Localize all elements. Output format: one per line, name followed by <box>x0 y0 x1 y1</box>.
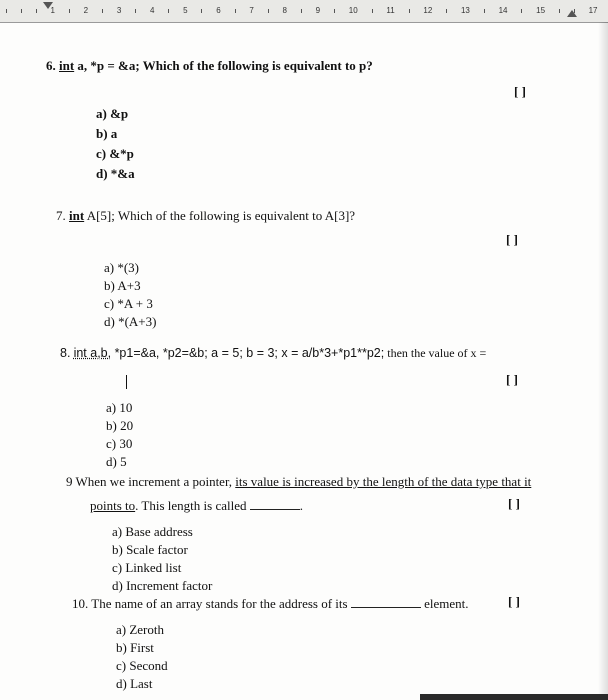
question-keyword: int <box>59 58 75 73</box>
question-text: *p1=&a, *p2=&b; a = 5; b = 3; x = a/b*3+*p1**p2; <box>111 346 385 360</box>
ruler <box>0 0 608 23</box>
option: b) 20 <box>106 418 134 433</box>
ruler-number: 14 <box>498 6 508 15</box>
answer-bracket[interactable]: [ ] <box>508 594 520 609</box>
question-8 <box>60 346 486 361</box>
text-cursor <box>126 375 127 389</box>
document-page <box>0 22 608 700</box>
ruler-number: 4 <box>149 6 155 15</box>
option: a) Zeroth <box>116 622 165 637</box>
option: d) Increment factor <box>112 578 213 593</box>
question-number: 6. <box>46 58 56 73</box>
question-keyword: int <box>69 208 85 223</box>
question-number: 8. <box>60 346 71 360</box>
question-7 <box>56 208 355 224</box>
question-10 <box>72 596 468 612</box>
ruler-number: 13 <box>460 6 470 15</box>
option: d) 5 <box>106 454 127 469</box>
ruler-number: 6 <box>216 6 221 15</box>
question-6 <box>46 58 373 74</box>
answer-blank[interactable] <box>250 499 300 510</box>
ruler-marks <box>6 4 598 18</box>
question-number: 10. <box>72 596 89 611</box>
ruler-number: 11 <box>386 6 395 15</box>
question-number: 7. <box>56 208 66 223</box>
ruler-number: 10 <box>348 6 358 15</box>
question-9-line-2: points to. This length is called . <box>90 498 303 513</box>
ruler-number: 17 <box>588 6 598 15</box>
ruler-number: 7 <box>249 6 254 15</box>
question-number: 9 <box>66 474 73 489</box>
option: d) Last <box>116 676 153 691</box>
answer-bracket[interactable]: [ ] <box>514 84 526 99</box>
ruler-number: 2 <box>83 6 89 15</box>
answer-blank[interactable] <box>351 597 421 608</box>
option: a) Base address <box>112 524 193 539</box>
option: d) *&a <box>96 166 135 181</box>
option: b) A+3 <box>104 278 141 293</box>
option: a) *(3) <box>104 260 140 275</box>
page-bottom-edge <box>420 694 608 700</box>
first-line-indent-marker[interactable] <box>43 2 53 9</box>
option: a) 10 <box>106 400 133 415</box>
page-shadow <box>598 22 608 700</box>
ruler-number: 5 <box>183 6 188 15</box>
option: a) &p <box>96 106 129 121</box>
option: c) Linked list <box>112 560 182 575</box>
question-text: a, *p = &a; Which of the following is equivalent to p? <box>74 58 373 73</box>
question-underlined: points to <box>90 498 136 513</box>
right-indent-marker[interactable] <box>567 10 577 17</box>
option: c) 30 <box>106 436 133 451</box>
option: c) Second <box>116 658 168 673</box>
answer-bracket[interactable]: [ ] <box>508 496 520 511</box>
ruler-number: 15 <box>536 6 546 15</box>
answer-bracket[interactable]: [ ] <box>506 232 518 247</box>
ruler-number: 9 <box>315 6 321 15</box>
answer-bracket[interactable]: [ ] <box>506 372 518 387</box>
ruler-number: 8 <box>282 6 287 15</box>
question-suffix: then the value of x = <box>384 346 487 360</box>
option: b) a <box>96 126 118 141</box>
question-underlined: its value is increased by the length of the data type that it <box>235 474 532 489</box>
question-keyword: int a,b, <box>73 346 112 360</box>
ruler-number: 12 <box>423 6 433 15</box>
question-text: The name of an array stands for the address of its <box>91 596 348 611</box>
option: b) First <box>116 640 154 655</box>
option: d) *(A+3) <box>104 314 157 329</box>
ruler-number: 1 <box>50 6 55 15</box>
option: c) &*p <box>96 146 134 161</box>
question-text: A[5]; Which of the following is equivalent to A[3]? <box>84 208 356 223</box>
option: c) *A + 3 <box>104 296 153 311</box>
question-9 <box>66 474 531 490</box>
question-text: When we increment a pointer, <box>75 474 236 489</box>
question-text: . This length is called <box>135 498 247 513</box>
question-after-blank: element. <box>424 596 469 611</box>
option: b) Scale factor <box>112 542 188 557</box>
ruler-number: 3 <box>116 6 122 15</box>
